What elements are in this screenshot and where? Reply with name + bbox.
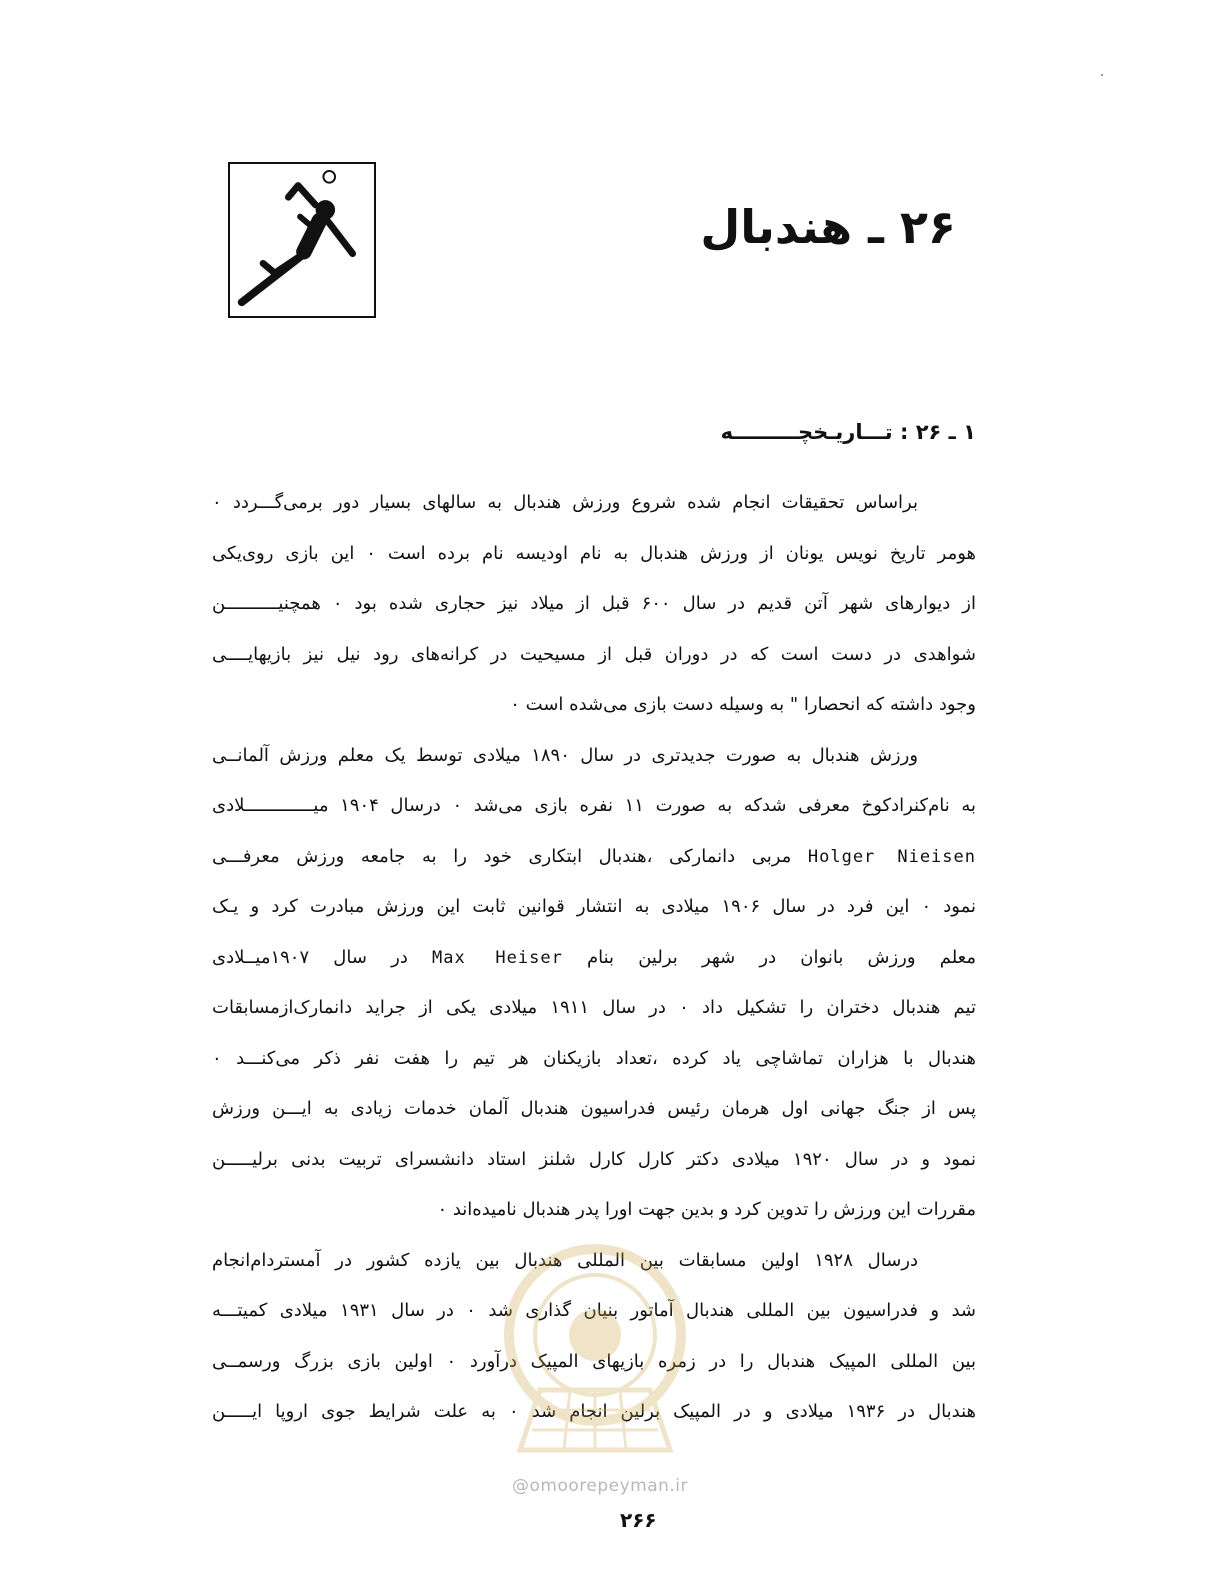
latin-name: Holger Nieisen [807,846,976,867]
text-line: از دیوارهای شهر آتن قدیم در سال ۶۰۰ قبل از میلاد نیز حجاری شده بود ۰ همچنیــــــــــن [212,593,976,614]
text-line: وجود داشته که انحصارا " به وسیله دست بازی می‌شده است ۰ [510,694,976,715]
watermark-url-text: omoorepeyman.ir [529,1476,689,1496]
text-line: براساس تحقیقات انجام شده شروع ورزش هندبال به سالهای بسیار دور برمی‌گـــردد ۰ [212,492,918,513]
text-line: تیم هندبال دختران را تشکیل داد ۰ در سال ۱۹۱۱ میلادی یکی از جراید دانمارک‌ازمسابقات [212,997,976,1018]
text-line: پس از جنگ جهانی اول هرمان رئیس فدراسیون هندبال آلمان خدمات زیادی به ایـــن ورزش [212,1098,976,1119]
section-heading: ۱ ـ ۲۶ : تـــاریـخچـــــــــه [720,420,976,444]
handball-pictogram-icon [228,162,376,318]
text-line: به نام‌کنرادکوخ معرفی شدکه به صورت ۱۱ نفره بازی می‌شد ۰ درسال ۱۹۰۴ میـــــــــــــلادی [212,795,976,816]
text-line: هندبال در ۱۹۳۶ میلادی و در المپیک برلین انجام شد ۰ به علت شرایط جوی اروپا ایـــــن [212,1401,976,1422]
scan-speck [1101,74,1103,76]
text-line: هندبال با هزاران تماشاچی یاد کرده ،تعداد بازیکنان هر تیم را هفت نفر ذکر می‌کنـــد ۰ [212,1047,976,1069]
text-line: شد و فدراسیون بین المللی هندبال آماتور بنیان گذاری شد ۰ در سال ۱۹۳۱ میلادی کمیتـــه [212,1300,976,1321]
text-fragment: معلم ورزش بانوان در شهر برلین بنام [586,946,976,968]
page-number: ۲۶۶ [620,1508,657,1532]
text-fragment: در سال ۱۹۰۷میــلادی [212,946,408,968]
text-line: درسال ۱۹۲۸ اولین مسابقات بین المللی هندبال بین یازده کشور در آمستردام‌انجام [212,1249,918,1271]
text-line: بین المللی المپیک هندبال را در زمره بازیهای المپیک درآورد ۰ اولین بازی بزرگ ورسمــی [212,1350,976,1372]
text-line: نمود ۰ این فرد در سال ۱۹۰۶ میلادی به انتشار قوانین ثابت این ورزش مبادرت کرد و یـک [212,896,976,917]
text-line: ورزش هندبال به صورت جدیدتری در سال ۱۸۹۰ میلادی توسط یک معلم ورزش آلمانــی [212,744,919,766]
text-line-with-latin [212,933,976,984]
chapter-title: ۲۶ ـ هندبال [700,200,956,254]
seal-watermark-icon [500,1240,690,1470]
text-fragment: مربی دانمارکی ،هندبال ابتکاری خود را به جامعه ورزش معرفـــی [212,845,792,867]
text-line: نمود و در سال ۱۹۲۰ میلادی دکتر کارل کارل شلنز استاد دانشسرای تربیت بدنی برلیـــــن [212,1148,976,1170]
text-line: شواهدی در دست است که در دوران قبل از مسیحیت در کرانه‌های رود نیل نیز بازیهایــــی [212,643,976,665]
watermark-url: @omoorepeyman.ir [512,1476,689,1496]
text-line: هومر تاریخ نویس یونان از ورزش هندبال به نام اودیسه نام برده است ۰ این بازی روی‌یکی [212,542,976,564]
text-line: مقررات این ورزش را تدوین کرد و بدین جهت اورا پدر هندبال نامیده‌اند ۰ [437,1199,976,1220]
latin-name: Max Heiser [432,947,563,968]
text-line-with-latin [212,832,976,883]
